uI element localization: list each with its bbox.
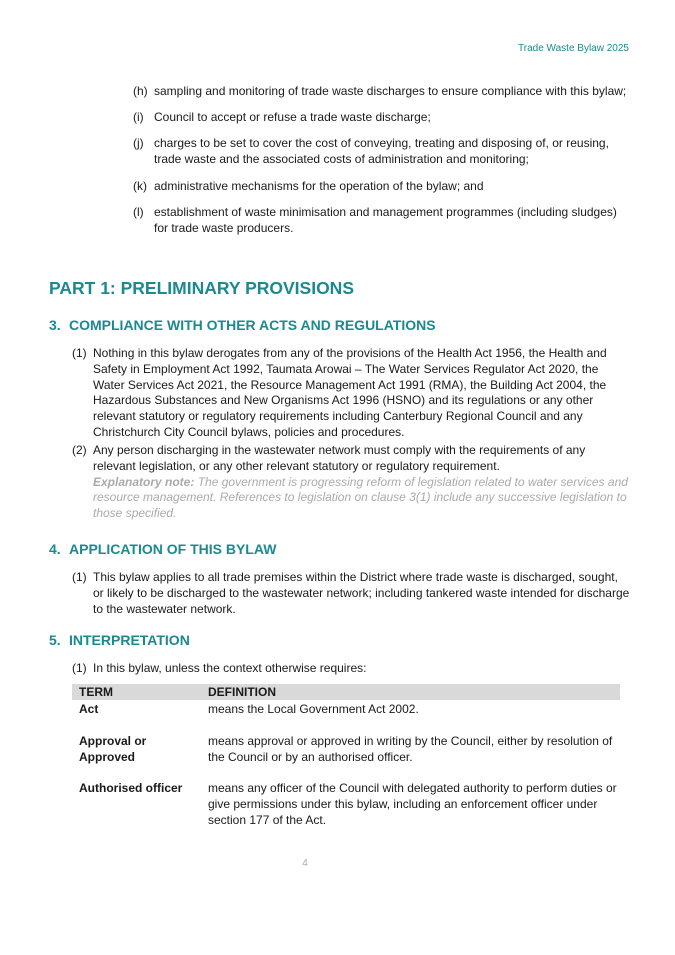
- list-marker: (i): [133, 110, 144, 124]
- list-text: administrative mechanisms for the operation of the bylaw; and: [154, 179, 484, 193]
- clause-text: This bylaw applies to all trade premises within the District where trade waste is discharged, sought, or likely to be discharged to the wastewater network; including tankered waste intended for discharge to the wastewater network.: [93, 570, 630, 616]
- header-term: TERM: [79, 685, 113, 699]
- page-number: 4: [302, 858, 308, 869]
- list-marker: (j): [133, 136, 144, 150]
- table-row-term: Approval or Approved: [79, 734, 147, 764]
- list-text: sampling and monitoring of trade waste discharges to ensure compliance with this bylaw;: [154, 84, 627, 98]
- table-row-term: Act: [79, 702, 99, 716]
- definitions-table-header: [72, 684, 620, 700]
- clause-marker: (2): [72, 443, 87, 457]
- section-number: 4.: [49, 541, 61, 557]
- clause-body: Any person discharging in the wastewater network must comply with the requirements of any relevant legislation, or any other relevant statutory or regulatory requirement.: [93, 443, 586, 473]
- table-row-definition: means the Local Government Act 2002.: [208, 702, 419, 716]
- table-row-term: Authorised officer: [79, 781, 183, 795]
- section-title: APPLICATION OF THIS BYLAW: [69, 541, 277, 557]
- section-title: INTERPRETATION: [69, 632, 190, 648]
- section-heading: [49, 632, 190, 648]
- list-text: Council to accept or refuse a trade waste discharge;: [154, 110, 431, 124]
- clause-text: In this bylaw, unless the context otherwise requires:: [93, 661, 367, 675]
- clause-marker: (1): [72, 661, 87, 675]
- clause-text: [93, 443, 631, 522]
- table-row-definition: means any officer of the Council with delegated authority to perform duties or give permissions under this bylaw, including an enforcement officer under section 177 of the Act.: [208, 781, 617, 827]
- list-text: establishment of waste minimisation and management programmes (including sludges) for trade waste producers.: [154, 205, 617, 235]
- list-marker: (k): [133, 179, 147, 193]
- section-number: 5.: [49, 632, 61, 648]
- explanatory-note: [93, 475, 628, 521]
- section-heading: [49, 541, 276, 557]
- clause-marker: (1): [72, 346, 87, 360]
- section-number: 3.: [49, 317, 61, 333]
- section-heading: [49, 317, 436, 333]
- running-header: Trade Waste Bylaw 2025: [518, 43, 629, 54]
- table-row-definition: means approval or approved in writing by the Council, either by resolution of the Council or by an authorised officer.: [208, 734, 613, 764]
- section-title: COMPLIANCE WITH OTHER ACTS AND REGULATIONS: [69, 317, 436, 333]
- clause-marker: (1): [72, 570, 87, 584]
- note-label: Explanatory note:: [93, 474, 195, 489]
- header-definition: DEFINITION: [208, 685, 276, 699]
- list-text: charges to be set to cover the cost of conveying, treating and disposing of, or reusing, trade waste and the associated costs of administration and monitoring;: [154, 136, 609, 166]
- list-marker: (l): [133, 205, 144, 219]
- list-marker: (h): [133, 84, 148, 98]
- part-heading: PART 1: PRELIMINARY PROVISIONS: [49, 278, 354, 298]
- clause-text: Nothing in this bylaw derogates from any of the provisions of the Health Act 1956, the Health and Safety in Employment Act 1992, Taumata Arowai – The Water Services Regulator Act 2020, the Water Services Act 2021, the Resource Management Act 1991 (RMA), the Building Act 2004, the Hazardous Substances and New Organisms Act 1996 (HSNO) and its regulations or any other relevant statutory or regulatory requirements including Canterbury Regional Council and any Christchurch City Council bylaws, policies and procedures.: [93, 346, 607, 439]
- note-text: The government is progressing reform of legislation related to water services and resource management. References to legislation on clause 3(1) include any successive legislation to those specified.: [93, 474, 628, 521]
